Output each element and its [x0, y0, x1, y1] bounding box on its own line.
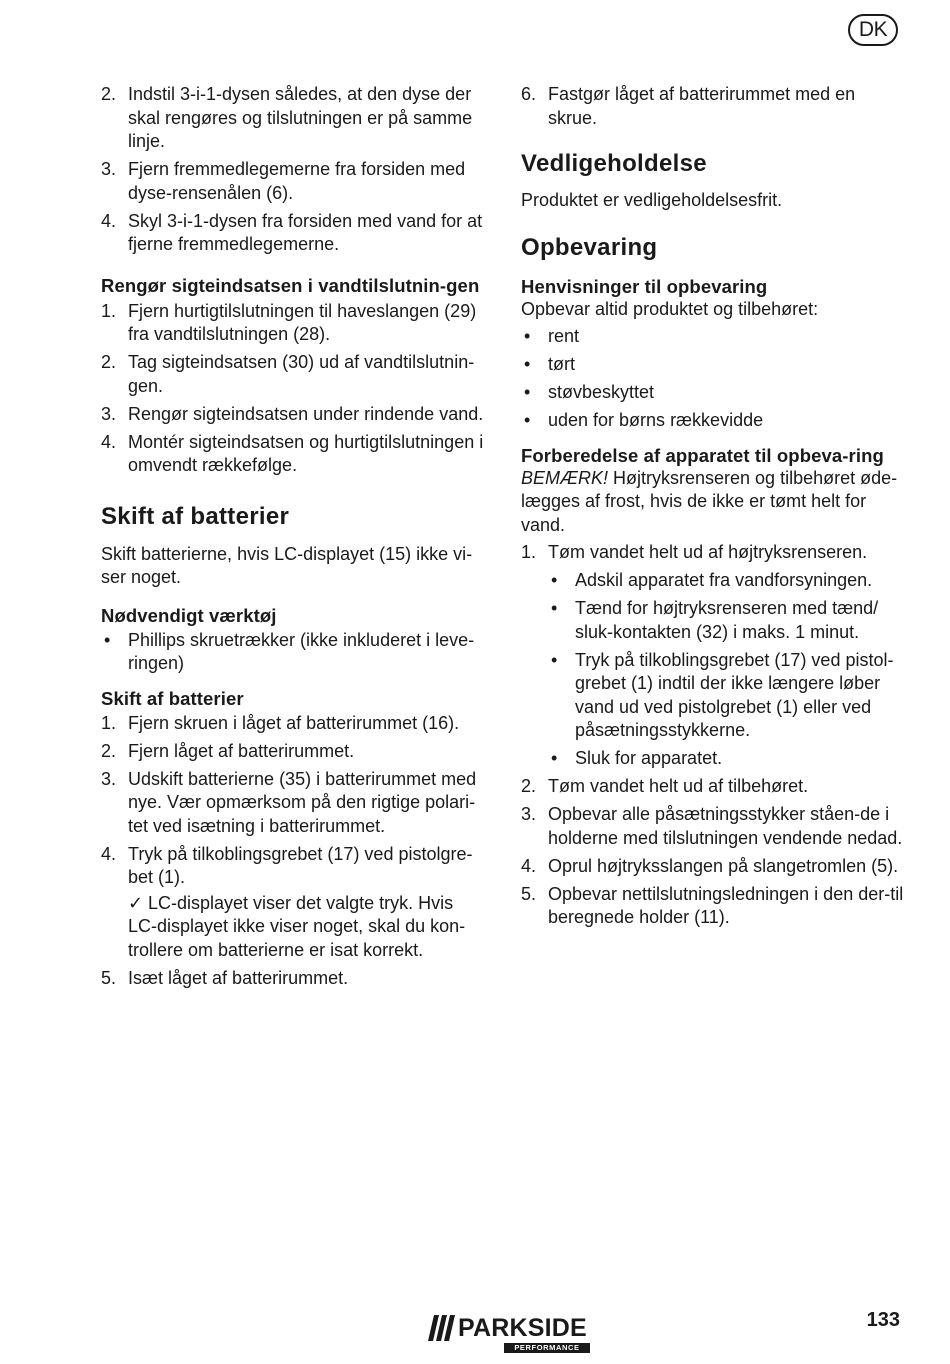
- list-item: • uden for børns rækkevidde: [524, 410, 764, 430]
- heading-storage: Opbevaring: [521, 233, 658, 261]
- list-item: 4. Tryk på tilkoblingsgrebet (17) ved pistolgre-bet (1). ✓ LC-displayet viser det valgte tryk. Hvis LC-displayet ikke viser noget, skal du kon-trollere om batterierne er isat korrekt.: [101, 843, 486, 963]
- list-item: 1. Fjern skruen i låget af batterirummet (16).: [101, 712, 460, 733]
- list-item: 1. Fjern hurtigtilslutningen til haveslangen (29) fra vandtilslutningen (28).: [101, 300, 477, 344]
- list-item: 4. Oprul højtryksslangen på slangetromlen (5).: [521, 855, 899, 876]
- list-item: 4. Skyl 3-i-1-dysen fra forsiden med vand for at fjerne fremmedlegemerne.: [101, 210, 483, 254]
- list-item: 2. Fjern låget af batterirummet.: [101, 740, 355, 761]
- logo-subline: PERFORMANCE: [504, 1343, 590, 1353]
- list-item: 4. Montér sigteindsatsen og hurtigtilslutningen i omvendt rækkefølge.: [101, 431, 484, 475]
- list-item: 3. Fjern fremmedlegemerne fra forsiden med dyse-rensenålen (6).: [101, 159, 466, 203]
- heading-clean-filter: Rengør sigteindsatsen i vandtilslutnin-gen: [101, 274, 480, 296]
- storage-conditions-list: [521, 325, 906, 433]
- list-item: • rent: [524, 326, 580, 346]
- parkside-logo: [428, 1314, 590, 1356]
- nozzle-cleaning-list: [101, 83, 486, 257]
- storage-steps-list: [521, 541, 906, 930]
- logo-brand: PARKSIDE: [458, 1314, 587, 1342]
- list-item: 6. Fastgør låget af batterirummet med en skrue.: [521, 84, 856, 128]
- logo-slashes-icon: [428, 1315, 458, 1341]
- list-item: • støvbeskyttet: [524, 382, 655, 402]
- right-column: [521, 83, 906, 934]
- result-note: ✓ LC-displayet viser det valgte tryk. Hvis LC-displayet ikke viser noget, skal du kon-trollere om batterierne er isat korrekt.: [128, 892, 466, 960]
- list-item: 3. Opbevar alle påsætningsstykker ståen-de i holderne med tilslutningen vendende nedad.: [521, 804, 903, 848]
- heading-prepare-storage: Forberedelse af apparatet til opbeva-ring: [521, 444, 884, 466]
- list-item: 5. Isæt låget af batterirummet.: [101, 967, 349, 988]
- list-item: 2. Indstil 3-i-1-dysen således, at den dyse der skal rengøres og tilslutningen er på samme linje.: [101, 84, 473, 151]
- list-item: 3. Udskift batterierne (35) i batterirummet med nye. Vær opmærksom på den rigtige polari-tet ved isætning i batterirummet.: [101, 768, 477, 836]
- left-column: [101, 83, 486, 995]
- list-item: 3. Rengør sigteindsatsen under rindende vand.: [101, 403, 484, 424]
- battery-steps-continued: [521, 83, 906, 130]
- list-item: • Sluk for apparatet.: [551, 748, 723, 768]
- heading-change-batteries-steps: Skift af batterier: [101, 687, 244, 709]
- list-item: • Tænd for højtryksrenseren med tænd/ sluk-kontakten (32) i maks. 1 minut.: [551, 598, 879, 642]
- list-item: 2. Tag sigteindsatsen (30) ud af vandtilslutnin-gen.: [101, 352, 475, 396]
- list-item: • tørt: [524, 354, 575, 374]
- list-item: 2. Tøm vandet helt ud af tilbehøret.: [521, 776, 809, 796]
- heading-required-tools: Nødvendigt værktøj: [101, 604, 277, 626]
- tools-list: [101, 629, 486, 676]
- page-number: 133: [866, 1309, 900, 1331]
- check-icon: ✓: [128, 892, 144, 913]
- drain-substeps-list: [548, 569, 906, 771]
- list-item: 5. Opbevar nettilslutningsledningen i den der-til beregnede holder (11).: [521, 883, 904, 927]
- heading-change-batteries: Skift af batterier: [101, 502, 290, 530]
- maintenance-text: Produktet er vedligeholdelsesfrit.: [521, 190, 783, 210]
- battery-steps-list: [101, 712, 486, 991]
- list-item: • Phillips skruetrækker (ikke inkluderet i leve-ringen): [104, 629, 475, 673]
- list-item: • Adskil apparatet fra vandforsyningen.: [551, 570, 873, 590]
- storage-intro: Opbevar altid produktet og tilbehøret:: [521, 298, 819, 319]
- language-badge: DK: [848, 14, 898, 46]
- filter-cleaning-list: [101, 300, 486, 478]
- frost-warning: BEMÆRK! Højtryksrenseren og tilbehøret øde-lægges af frost, hvis de ikke er tømt helt for vand.: [521, 467, 898, 535]
- list-item: • Tryk på tilkoblingsgrebet (17) ved pistol-grebet (1) indtil der ikke længere løber vand ud ved pistolgrebet (1) eller ved påsætningsstykkerne.: [551, 649, 894, 740]
- heading-maintenance: Vedligeholdelse: [521, 150, 707, 177]
- change-batteries-intro: Skift batterierne, hvis LC-displayet (15) ikke vi-ser noget.: [101, 543, 473, 587]
- list-item: 1. Tøm vandet helt ud af højtryksrenseren. • Adskil apparatet fra vandforsyningen. • Tænd for højtryksrenseren med tænd/ sluk-kontakten (32) i maks. 1 minut. • Tryk på tilkoblingsgrebet (17) ved pistol-grebet (1) indtil der ikke længere løber vand ud ved pistolgrebet (1) eller ved påsætningsstykkerne. • Sluk for apparatet.: [521, 541, 906, 771]
- heading-storage-notes: Henvisninger til opbevaring: [521, 275, 768, 297]
